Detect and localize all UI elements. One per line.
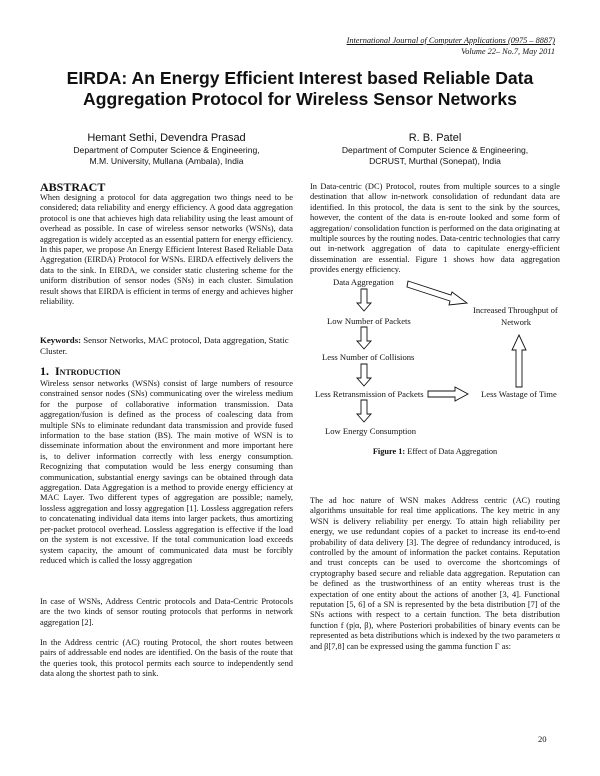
- node-less-retransmission: Less Retransmission of Packets: [315, 389, 424, 399]
- caption-label: Figure 1:: [372, 447, 406, 456]
- node-throughput-line2: Network: [501, 317, 532, 327]
- intro-paragraph-2: In case of WSNs, Address Centric protocols and Data-Centric Protocols are the two kinds of sensor routing protocols that performs in network aggregation [2].: [40, 597, 293, 627]
- volume-info: Volume 22– No.7, May 2011: [461, 47, 555, 56]
- intro-paragraph-3: In the Address centric (AC) routing Protocol, the short routes between pairs of addressable end nodes are identified. On the basis of the route that the queries took, this protocol permits each source to independently send data along the shortest path to sink.: [40, 638, 293, 679]
- node-less-wastage: Less Wastage of Time: [481, 389, 557, 399]
- title-line-2: Aggregation Protocol for Wireless Sensor Networks: [83, 89, 517, 109]
- author-names: Hemant Sethi, Devendra Prasad: [87, 132, 246, 144]
- caption-text: Effect of Data Aggregation: [405, 447, 498, 456]
- arrow-diagonal-icon: [407, 281, 467, 305]
- author-affiliation: DCRUST, Murthal (Sonepat), India: [369, 156, 501, 166]
- abstract-text: When designing a protocol for data aggregation two things need to be considered; data reliability and energy efficiency. A good data aggregation protocol is one that achieves high data reliability using the least amount of overhead as possible. In case of wireless sensor networks (WSNs), data aggregation is widely accepted as an essential pattern for energy efficiency. In this paper, we propose An Energy Efficient Interest Based Reliable Data Aggregation (EIRDA) Protocol for WSNs. EIRDA effectively delivers the data to the sink. In EIRDA, we consider static clustering scheme for the uniform distribution of sensor nodes (SNs) in each cluster. Simulation result shows that EIRDA is efficient in terms of energy and achieves higher reliability.: [40, 193, 293, 307]
- author-names: R. B. Patel: [408, 132, 462, 144]
- keywords: [40, 335, 293, 357]
- arrow-down-icon: [357, 289, 371, 311]
- author-block-2: [310, 131, 560, 167]
- node-less-collisions: Less Number of Collisions: [322, 352, 415, 362]
- journal-name: International Journal of Computer Applications (0975 – 8887): [346, 36, 555, 45]
- keywords-text: Sensor Networks, MAC protocol, Data aggregation, Static Cluster.: [40, 335, 289, 356]
- intro-paragraph-5: The ad hoc nature of WSN makes Address centric (AC) routing algorithms unsuitable for real time applications. The key metric in any WSN is delivery reliability per energy. To attain high reliability per energy, we use redundant copies of a packet to increase its end-to-end probability of data delivery [3]. The degree of redundancy introduced, is controlled by the amount of information the packet contains. Reputation and trust concepts can be used to overcome the shortcomings of cryptography based secure and reliable data aggregation. Reputation can be defined as the trustworthiness of an entity whereas trust is the expectation of one entity about the actions of another [3, 4]. Functional reputation [5, 6] of a SN is represented by the beta distribution [7] of the SNs actions with respect to a certain function. The beta distribution function f (p|α, β), where Posteriori probabilities of binary events can be represented as beta distributions which is indexed by the two parameters α and β[7,8] can be expressed using the gamma function Γ as:: [310, 496, 560, 651]
- figure-1-caption: [310, 447, 560, 456]
- node-throughput-line1: Increased Throughput of: [473, 305, 558, 315]
- section-heading-introduction: [40, 364, 121, 378]
- arrow-up-icon: [512, 335, 526, 387]
- figure-1-diagram: [305, 272, 565, 442]
- author-department: Department of Computer Science & Engineering,: [341, 145, 529, 155]
- intro-paragraph-1: Wireless sensor networks (WSNs) consist of large numbers of resource constrained sensor nodes (SNs) communicating over the wireless medium for the purpose of collaborative information transmission. Data aggregation/fusion is defined as the process of coalescing data from multiple SNs to eliminate redundant data transmission and provide fused information to the base station (BS). The main motive of WSN is to disseminate information about the environment and more important here is, to deliver information correctly with less energy consumption. Recognizing that computation would be less energy consuming than communication, substantial energy savings can be obtained through data aggregation. Data Aggregation is a method to provide energy efficiency at MAC Layer. Two different types of aggregation are possible; namely, lossless aggregation and lossy aggregation [1]. Lossless aggregation refers to concatenating individual data items into larger packets, thus amortizing per-packet protocol overhead. Lossless aggregation is effective if the load on the system is not excessive. If the total communication load exceeds system capacity, the amount of communicated data must be forcibly reduced which is called the lossy aggregation: [40, 379, 293, 565]
- node-data-aggregation: Data Aggregation: [333, 277, 394, 287]
- paper-title: [0, 68, 600, 110]
- arrow-down-icon: [357, 327, 371, 349]
- arrow-down-icon: [357, 364, 371, 386]
- intro-paragraph-4: In Data-centric (DC) Protocol, routes from multiple sources to a single destination that allow in-network consolidation of redundant data are identified. In this protocol, the data is sent to the sink by the sources, however, the content of the data is en-route looked and some form of aggregation/ consolidation function is performed on the data originating at multiple sources by the routing nodes. Data-centric technologies that carry out in-network aggregation of data to capitulate energy-efficient dissemination are essential. Figure 1 shows how data aggregation provides energy efficiency.: [310, 182, 560, 275]
- arrow-down-icon: [357, 400, 371, 422]
- keywords-label: Keywords:: [40, 335, 82, 345]
- section-title: Introduction: [55, 364, 121, 378]
- author-department: Department of Computer Science & Engineering,: [73, 145, 260, 155]
- abstract-heading: ABSTRACT: [40, 180, 106, 194]
- section-number: 1.: [40, 364, 49, 378]
- page-number: 20: [538, 734, 547, 744]
- arrow-right-icon: [428, 387, 468, 401]
- author-block-1: [40, 131, 293, 167]
- node-low-energy: Low Energy Consumption: [325, 426, 417, 436]
- node-low-packets: Low Number of Packets: [327, 316, 411, 326]
- author-affiliation: M.M. University, Mullana (Ambala), India: [89, 156, 244, 166]
- title-line-1: EIRDA: An Energy Efficient Interest based Reliable Data: [66, 68, 534, 88]
